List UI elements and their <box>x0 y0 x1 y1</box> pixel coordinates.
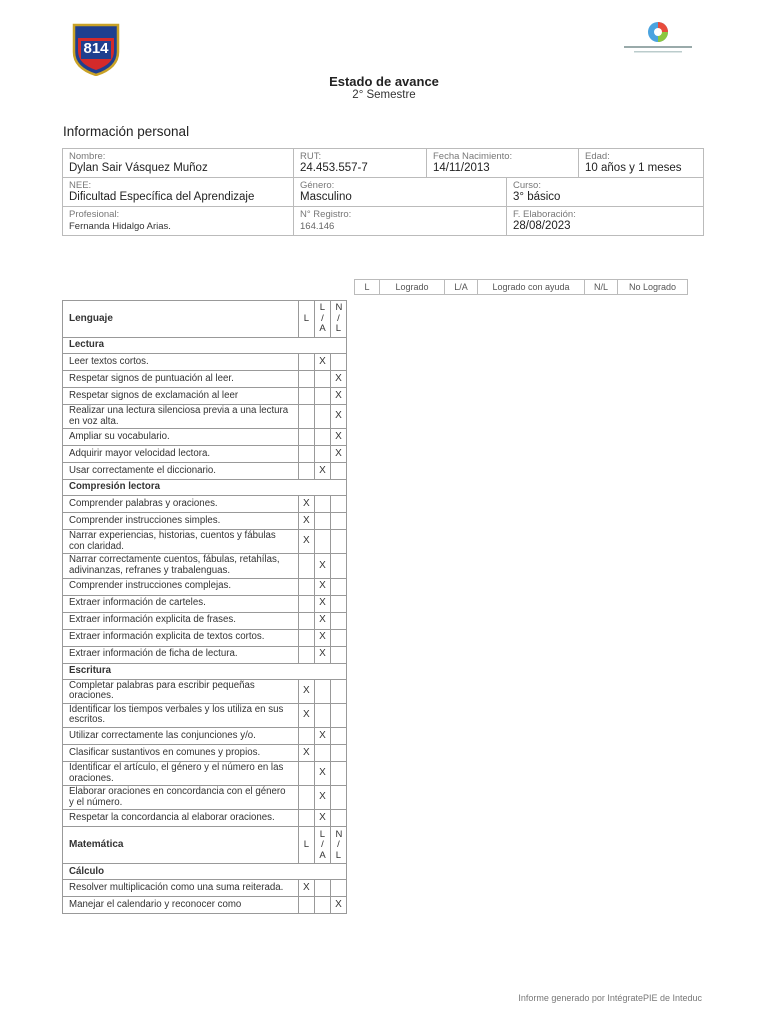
mark-x: X <box>335 430 342 442</box>
col-header-nl <box>330 827 346 864</box>
subsection-name: Compresión lectora <box>63 480 347 496</box>
col-header-nl-text: N / L <box>335 302 343 335</box>
mark-cell-l <box>298 446 314 463</box>
mark-cell-la <box>314 595 330 612</box>
student-course: 3° básico <box>513 191 561 203</box>
objective-text: Narrar experiencias, historias, cuentos y fábulas con claridad. <box>63 530 299 554</box>
personal-info-heading: Información personal <box>63 124 190 139</box>
objective-row <box>63 388 347 405</box>
objective-text: Identificar el artículo, el género y el número en las oraciones. <box>63 761 299 785</box>
mark-cell-l <box>298 578 314 595</box>
student-age: 10 años y 1 meses <box>585 162 682 174</box>
mark-x: X <box>319 464 326 476</box>
objective-row <box>63 629 347 646</box>
legend-la-desc: Logrado con ayuda <box>478 280 585 295</box>
subsection-row <box>63 480 347 496</box>
professional-name: Fernanda Hidalgo Arias. <box>69 221 171 232</box>
professional-cell: Profesional: Fernanda Hidalgo Arias. <box>63 207 294 236</box>
evaluation-table <box>62 300 347 914</box>
mark-x: X <box>335 899 342 911</box>
subsection-row <box>63 663 347 679</box>
mark-cell-nl <box>330 530 346 554</box>
mark-cell-la <box>314 429 330 446</box>
school-logo-number: 814 <box>83 40 109 57</box>
mark-cell-l <box>298 786 314 810</box>
mark-cell-la <box>314 679 330 703</box>
col-header-la <box>314 301 330 338</box>
subsection-name: Cálculo <box>63 864 347 880</box>
mark-cell-nl <box>330 578 346 595</box>
mark-cell-l <box>298 761 314 785</box>
objective-row <box>63 371 347 388</box>
mark-x: X <box>303 684 310 696</box>
objective-row <box>63 530 347 554</box>
age-cell: Edad: 10 años y 1 meses <box>579 149 704 178</box>
mark-cell-la <box>314 371 330 388</box>
mark-cell-l <box>298 727 314 744</box>
mark-cell-nl <box>330 429 346 446</box>
col-header-l <box>298 301 314 338</box>
mark-x: X <box>319 648 326 660</box>
mark-cell-l <box>298 554 314 578</box>
mark-cell-l <box>298 354 314 371</box>
mark-cell-l <box>298 897 314 914</box>
mark-cell-la <box>314 727 330 744</box>
mark-cell-nl <box>330 405 346 429</box>
objective-row <box>63 810 347 827</box>
area-header-row <box>63 827 347 864</box>
objective-text: Respetar la concordancia al elaborar oraciones. <box>63 810 299 827</box>
objective-row <box>63 595 347 612</box>
mark-cell-l <box>298 513 314 530</box>
birthdate-cell: Fecha Nacimiento: 14/11/2013 <box>427 149 579 178</box>
objective-text: Completar palabras para escribir pequeñas oraciones. <box>63 679 299 703</box>
mark-cell-la <box>314 354 330 371</box>
pie-program-logo <box>618 20 698 60</box>
mark-cell-l <box>298 463 314 480</box>
objective-row <box>63 612 347 629</box>
mark-cell-la <box>314 880 330 897</box>
area-name: Lenguaje <box>63 301 299 338</box>
objective-text: Comprender instrucciones complejas. <box>63 578 299 595</box>
mark-cell-la <box>314 513 330 530</box>
mark-cell-nl <box>330 354 346 371</box>
mark-cell-l <box>298 679 314 703</box>
mark-cell-la <box>314 554 330 578</box>
subsection-row <box>63 864 347 880</box>
student-gender: Masculino <box>300 191 352 203</box>
objective-row <box>63 513 347 530</box>
objective-text: Utilizar correctamente las conjunciones y/o. <box>63 727 299 744</box>
mark-cell-nl <box>330 496 346 513</box>
subsection-name: Lectura <box>63 338 347 354</box>
objective-text: Ampliar su vocabulario. <box>63 429 299 446</box>
mark-cell-nl <box>330 388 346 405</box>
objective-text: Leer textos cortos. <box>63 354 299 371</box>
mark-cell-l <box>298 371 314 388</box>
mark-cell-la <box>314 703 330 727</box>
mark-cell-nl <box>330 371 346 388</box>
mark-cell-l <box>298 496 314 513</box>
mark-cell-l <box>298 744 314 761</box>
objective-text: Adquirir mayor velocidad lectora. <box>63 446 299 463</box>
objective-row <box>63 727 347 744</box>
mark-cell-nl <box>330 679 346 703</box>
mark-cell-la <box>314 786 330 810</box>
objective-text: Extraer información de carteles. <box>63 595 299 612</box>
report-footer: Informe generado por IntégratePIE de Inteduc <box>518 993 702 1003</box>
col-header-la-text: L / A <box>319 828 326 861</box>
mark-x: X <box>335 447 342 459</box>
legend-nl-desc: No Logrado <box>618 280 688 295</box>
objective-row <box>63 429 347 446</box>
col-header-l <box>298 827 314 864</box>
mark-cell-la <box>314 897 330 914</box>
mark-x: X <box>319 812 326 824</box>
objective-row <box>63 405 347 429</box>
legend-la-code: L/A <box>445 280 478 295</box>
personal-info-table <box>62 148 704 236</box>
objective-row <box>63 646 347 663</box>
document-subtitle: 2° Semestre <box>352 89 416 101</box>
objective-row <box>63 786 347 810</box>
mark-cell-la <box>314 496 330 513</box>
mark-x: X <box>319 614 326 626</box>
objective-row <box>63 354 347 371</box>
mark-cell-l <box>298 629 314 646</box>
mark-cell-nl <box>330 554 346 578</box>
mark-cell-nl <box>330 810 346 827</box>
legend-table <box>354 279 688 295</box>
mark-cell-nl <box>330 744 346 761</box>
mark-x: X <box>319 580 326 592</box>
mark-cell-l <box>298 429 314 446</box>
mark-cell-nl <box>330 595 346 612</box>
objective-text: Respetar signos de exclamación al leer <box>63 388 299 405</box>
legend-l-code: L <box>355 280 380 295</box>
mark-cell-l <box>298 646 314 663</box>
mark-x: X <box>303 514 310 526</box>
objective-row <box>63 554 347 578</box>
mark-cell-l <box>298 405 314 429</box>
col-header-la-text: L / A <box>319 302 326 335</box>
gender-cell: Género: Masculino <box>294 178 507 207</box>
student-nee: Dificultad Específica del Aprendizaje <box>69 191 255 203</box>
mark-x: X <box>303 746 310 758</box>
mark-cell-la <box>314 761 330 785</box>
mark-cell-la <box>314 463 330 480</box>
mark-x: X <box>335 389 342 401</box>
col-header-nl <box>330 301 346 338</box>
mark-cell-nl <box>330 446 346 463</box>
legend-l-desc: Logrado <box>380 280 445 295</box>
objective-text: Comprender palabras y oraciones. <box>63 496 299 513</box>
mark-x: X <box>335 372 342 384</box>
objective-text: Respetar signos de puntuación al leer. <box>63 371 299 388</box>
col-header-l-text: L <box>303 312 309 324</box>
objective-text: Comprender instrucciones simples. <box>63 513 299 530</box>
objective-text: Realizar una lectura silenciosa previa a una lectura en voz alta. <box>63 405 299 429</box>
mark-cell-la <box>314 530 330 554</box>
objective-text: Identificar los tiempos verbales y los utiliza en sus escritos. <box>63 703 299 727</box>
mark-cell-la <box>314 646 330 663</box>
mark-cell-l <box>298 595 314 612</box>
mark-x: X <box>335 410 342 422</box>
objective-row <box>63 880 347 897</box>
mark-cell-nl <box>330 786 346 810</box>
mark-cell-nl <box>330 612 346 629</box>
objective-text: Clasificar sustantivos en comunes y propios. <box>63 744 299 761</box>
objective-row <box>63 496 347 513</box>
mark-cell-l <box>298 530 314 554</box>
mark-x: X <box>319 597 326 609</box>
elaboration-date: 28/08/2023 <box>513 220 571 232</box>
school-logo <box>70 22 122 76</box>
mark-cell-la <box>314 578 330 595</box>
mark-x: X <box>303 535 310 547</box>
objective-text: Extraer información explicita de textos cortos. <box>63 629 299 646</box>
nee-cell: NEE: Dificultad Específica del Aprendizaje <box>63 178 294 207</box>
mark-x: X <box>319 729 326 741</box>
mark-cell-la <box>314 810 330 827</box>
registry-cell: N° Registro: 164.146 <box>294 207 507 236</box>
mark-x: X <box>319 631 326 643</box>
mark-cell-nl <box>330 703 346 727</box>
objective-row <box>63 744 347 761</box>
mark-cell-l <box>298 880 314 897</box>
mark-x: X <box>319 767 326 779</box>
objective-row <box>63 761 347 785</box>
course-cell: Curso: 3° básico <box>507 178 704 207</box>
mark-cell-l <box>298 703 314 727</box>
legend-nl-code: N/L <box>585 280 618 295</box>
mark-x: X <box>303 497 310 509</box>
name-cell: Nombre: Dylan Sair Vásquez Muñoz <box>63 149 294 178</box>
objective-text: Narrar correctamente cuentos, fábulas, retahílas, adivinanzas, refranes y trabalenguas. <box>63 554 299 578</box>
objective-row <box>63 703 347 727</box>
mark-cell-la <box>314 446 330 463</box>
mark-cell-nl <box>330 629 346 646</box>
objective-row <box>63 578 347 595</box>
area-header-row <box>63 301 347 338</box>
mark-cell-nl <box>330 761 346 785</box>
mark-cell-l <box>298 612 314 629</box>
mark-cell-la <box>314 388 330 405</box>
objective-row <box>63 679 347 703</box>
objective-text: Resolver multiplicación como una suma reiterada. <box>63 880 299 897</box>
subsection-name: Escritura <box>63 663 347 679</box>
mark-cell-nl <box>330 727 346 744</box>
rut-cell: RUT: 24.453.557-7 <box>294 149 427 178</box>
area-name: Matemática <box>63 827 299 864</box>
col-header-nl-text: N / L <box>335 828 343 861</box>
mark-x: X <box>303 709 310 721</box>
col-header-l-text: L <box>303 839 309 851</box>
mark-cell-la <box>314 744 330 761</box>
registry-number: 164.146 <box>300 221 335 232</box>
student-rut: 24.453.557-7 <box>300 162 368 174</box>
objective-row <box>63 446 347 463</box>
mark-x: X <box>319 791 326 803</box>
objective-row <box>63 463 347 480</box>
mark-x: X <box>319 559 326 571</box>
elaboration-cell: F. Elaboración: 28/08/2023 <box>507 207 704 236</box>
subsection-row <box>63 338 347 354</box>
mark-cell-la <box>314 405 330 429</box>
mark-cell-nl <box>330 897 346 914</box>
mark-x: X <box>319 355 326 367</box>
objective-text: Extraer información explicita de frases. <box>63 612 299 629</box>
objective-text: Usar correctamente el diccionario. <box>63 463 299 480</box>
mark-cell-la <box>314 629 330 646</box>
objective-row <box>63 897 347 914</box>
mark-x: X <box>303 882 310 894</box>
mark-cell-l <box>298 810 314 827</box>
objective-text: Extraer información de ficha de lectura. <box>63 646 299 663</box>
col-header-la <box>314 827 330 864</box>
objective-text: Elaborar oraciones en concordancia con el género y el número. <box>63 786 299 810</box>
mark-cell-nl <box>330 463 346 480</box>
document-title: Estado de avance <box>329 74 439 89</box>
mark-cell-nl <box>330 646 346 663</box>
objective-text: Manejar el calendario y reconocer como <box>63 897 299 914</box>
mark-cell-nl <box>330 513 346 530</box>
mark-cell-l <box>298 388 314 405</box>
mark-cell-nl <box>330 880 346 897</box>
student-birthdate: 14/11/2013 <box>433 162 490 174</box>
mark-cell-la <box>314 612 330 629</box>
student-name: Dylan Sair Vásquez Muñoz <box>69 162 208 174</box>
